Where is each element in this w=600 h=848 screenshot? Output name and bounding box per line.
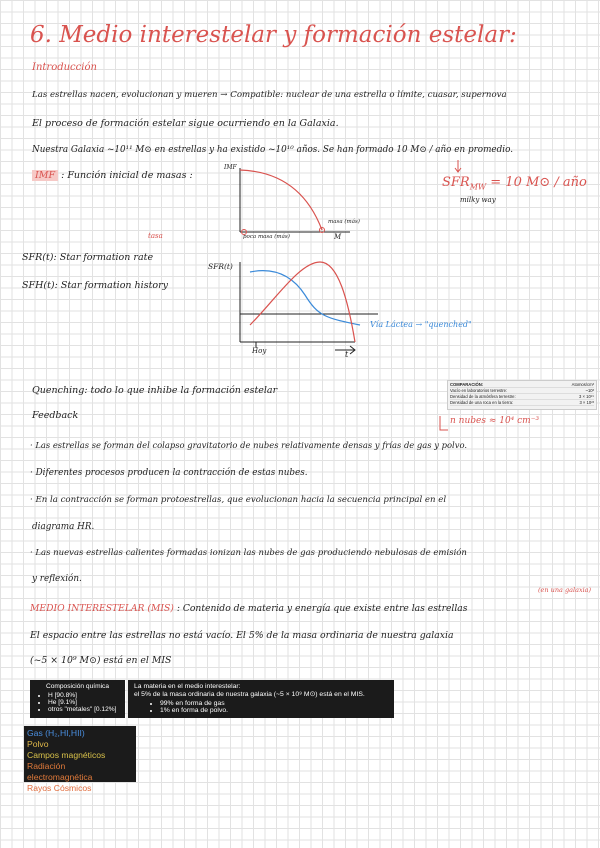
sfr-x-axis-label: t <box>345 350 349 359</box>
rate-note: tasa <box>148 232 163 240</box>
list-item: • otros "metales" [0.12%] <box>48 706 119 713</box>
mis-line <box>30 603 468 614</box>
imf-x-axis-label: M <box>334 233 342 241</box>
sfr-mw-label: SFR <box>442 175 470 190</box>
component-gas: Gas (H₂,HI,HII) <box>27 728 85 738</box>
sfr-legend: Vía Láctea → "quenched" <box>370 320 472 329</box>
whole-galaxy-note: (en una galaxia) <box>538 586 592 594</box>
list-item: • 99% en forma de gas <box>160 700 388 707</box>
table-cell: 3 × 10²³ <box>579 400 594 405</box>
intro-label: Introducción <box>32 62 97 73</box>
composition-box <box>30 680 125 718</box>
imf-x-right: masa (más) <box>328 219 360 225</box>
mis-text: : Contenido de materia y energía que existe entre las estrellas <box>176 603 468 614</box>
component-cosmic-rays: Rayos Cósmicos <box>27 783 92 793</box>
table-cell: ~10³ <box>585 388 594 393</box>
mis-label: MEDIO INTERESTELAR (MIS) <box>30 603 174 614</box>
bullet-4: · Las nuevas estrellas calientes formadas ionizan las nubes de gas produciendo nebulosas de emisión <box>30 548 467 558</box>
text-line: Las estrellas nacen, evolucionan y mueren → Compatible: nuclear de una estrella o límite, cuasar, supernova <box>32 90 507 100</box>
mass-box-title: La materia en el medio interestelar: <box>134 683 241 690</box>
component-magnetic: Campos magnéticos <box>27 750 106 760</box>
components-box <box>24 726 136 793</box>
sfr-mw-value: = 10 M⊙ / año <box>490 175 587 190</box>
mis-line-2: El espacio entre las estrellas no está vacío. El 5% de la masa ordinaria de nuestra galaxia <box>30 630 454 641</box>
component-dust: Polvo <box>27 739 49 749</box>
feedback-label: Feedback <box>32 410 79 421</box>
milky-way-note: milky way <box>460 196 496 204</box>
sfr-curve-blue <box>250 271 360 325</box>
imf-x-left: poca masa (más) <box>243 234 290 240</box>
mis-line-3: (~5 × 10⁹ M⊙) está en el MIS <box>30 655 172 666</box>
table-cell: Densidad de una roca en la tierra: <box>450 400 514 405</box>
bullet-4b: y reflexión. <box>32 574 82 584</box>
sfr-mw-sub: MW <box>469 182 487 192</box>
component-radiation: Radiación electromagnética <box>27 761 93 782</box>
list-item: • He [9.1%] <box>48 699 119 706</box>
imf-highlight: IMF <box>32 170 58 181</box>
page-title: 6. Medio interestelar y formación estelar: <box>30 22 517 48</box>
mass-box-list <box>148 700 388 714</box>
composition-title: Composición química <box>45 683 110 690</box>
bullet-3b: diagrama HR. <box>32 522 95 532</box>
sfr-text: SFR(t): Star formation rate <box>22 252 154 263</box>
comparison-table <box>447 380 597 410</box>
table-header-cell: Atomos/cm³ <box>571 382 594 387</box>
n-nubes-arrow <box>440 416 448 430</box>
imf-text: : Función inicial de masas : <box>61 170 193 181</box>
table-cell: 3 × 10¹⁹ <box>579 394 594 399</box>
bullet-1: · Las estrellas se forman del colapso gravitatorio de nubes relativamente densas y frías de gas y polvo. <box>30 440 467 450</box>
mass-box <box>128 680 394 718</box>
table-cell: Densidad de la atmósfera terrestre: <box>450 394 516 399</box>
composition-list <box>36 692 119 713</box>
quenching-line: Quenching: todo lo que inhibe la formación estelar <box>32 385 278 396</box>
table-header-cell: COMPARACIÓN: <box>450 382 484 387</box>
list-item: • H [90.8%] <box>48 692 119 699</box>
sfh-line: SFH(t): Star formation history <box>22 280 169 291</box>
imf-y-label: IMF <box>224 164 237 171</box>
bullet-2: · Diferentes procesos producen la contracción de estas nubes. <box>30 468 308 478</box>
table-cell: Vacío en laboratorios terrestre: <box>450 388 508 393</box>
text-line: Nuestra Galaxia ~10¹¹ M⊙ en estrellas y ha existido ~10¹⁰ años. Se han formado 10 M⊙ / año en promedio. <box>32 145 514 155</box>
imf-curve <box>240 170 322 230</box>
sfr-y-label: SFR(t) <box>208 262 233 271</box>
mass-box-line: el 5% de la masa ordinaria de nuestra galaxia (~5 × 10⁹ M⊙) está en el MIS. <box>134 691 365 698</box>
n-nubes-note: n nubes ≈ 10⁴ cm⁻³ <box>450 416 540 426</box>
list-item: • 1% en forma de polvo. <box>160 707 388 714</box>
sfr-now-label: Hoy <box>252 347 267 355</box>
text-line: El proceso de formación estelar sigue ocurriendo en la Galaxia. <box>32 118 339 129</box>
sfr-arrow <box>455 160 461 172</box>
sfr-curve-red <box>250 262 355 342</box>
table-row <box>450 400 594 406</box>
bullet-3: · En la contracción se forman protoestrellas, que evolucionan hacia la secuencia principal en el <box>30 495 447 505</box>
